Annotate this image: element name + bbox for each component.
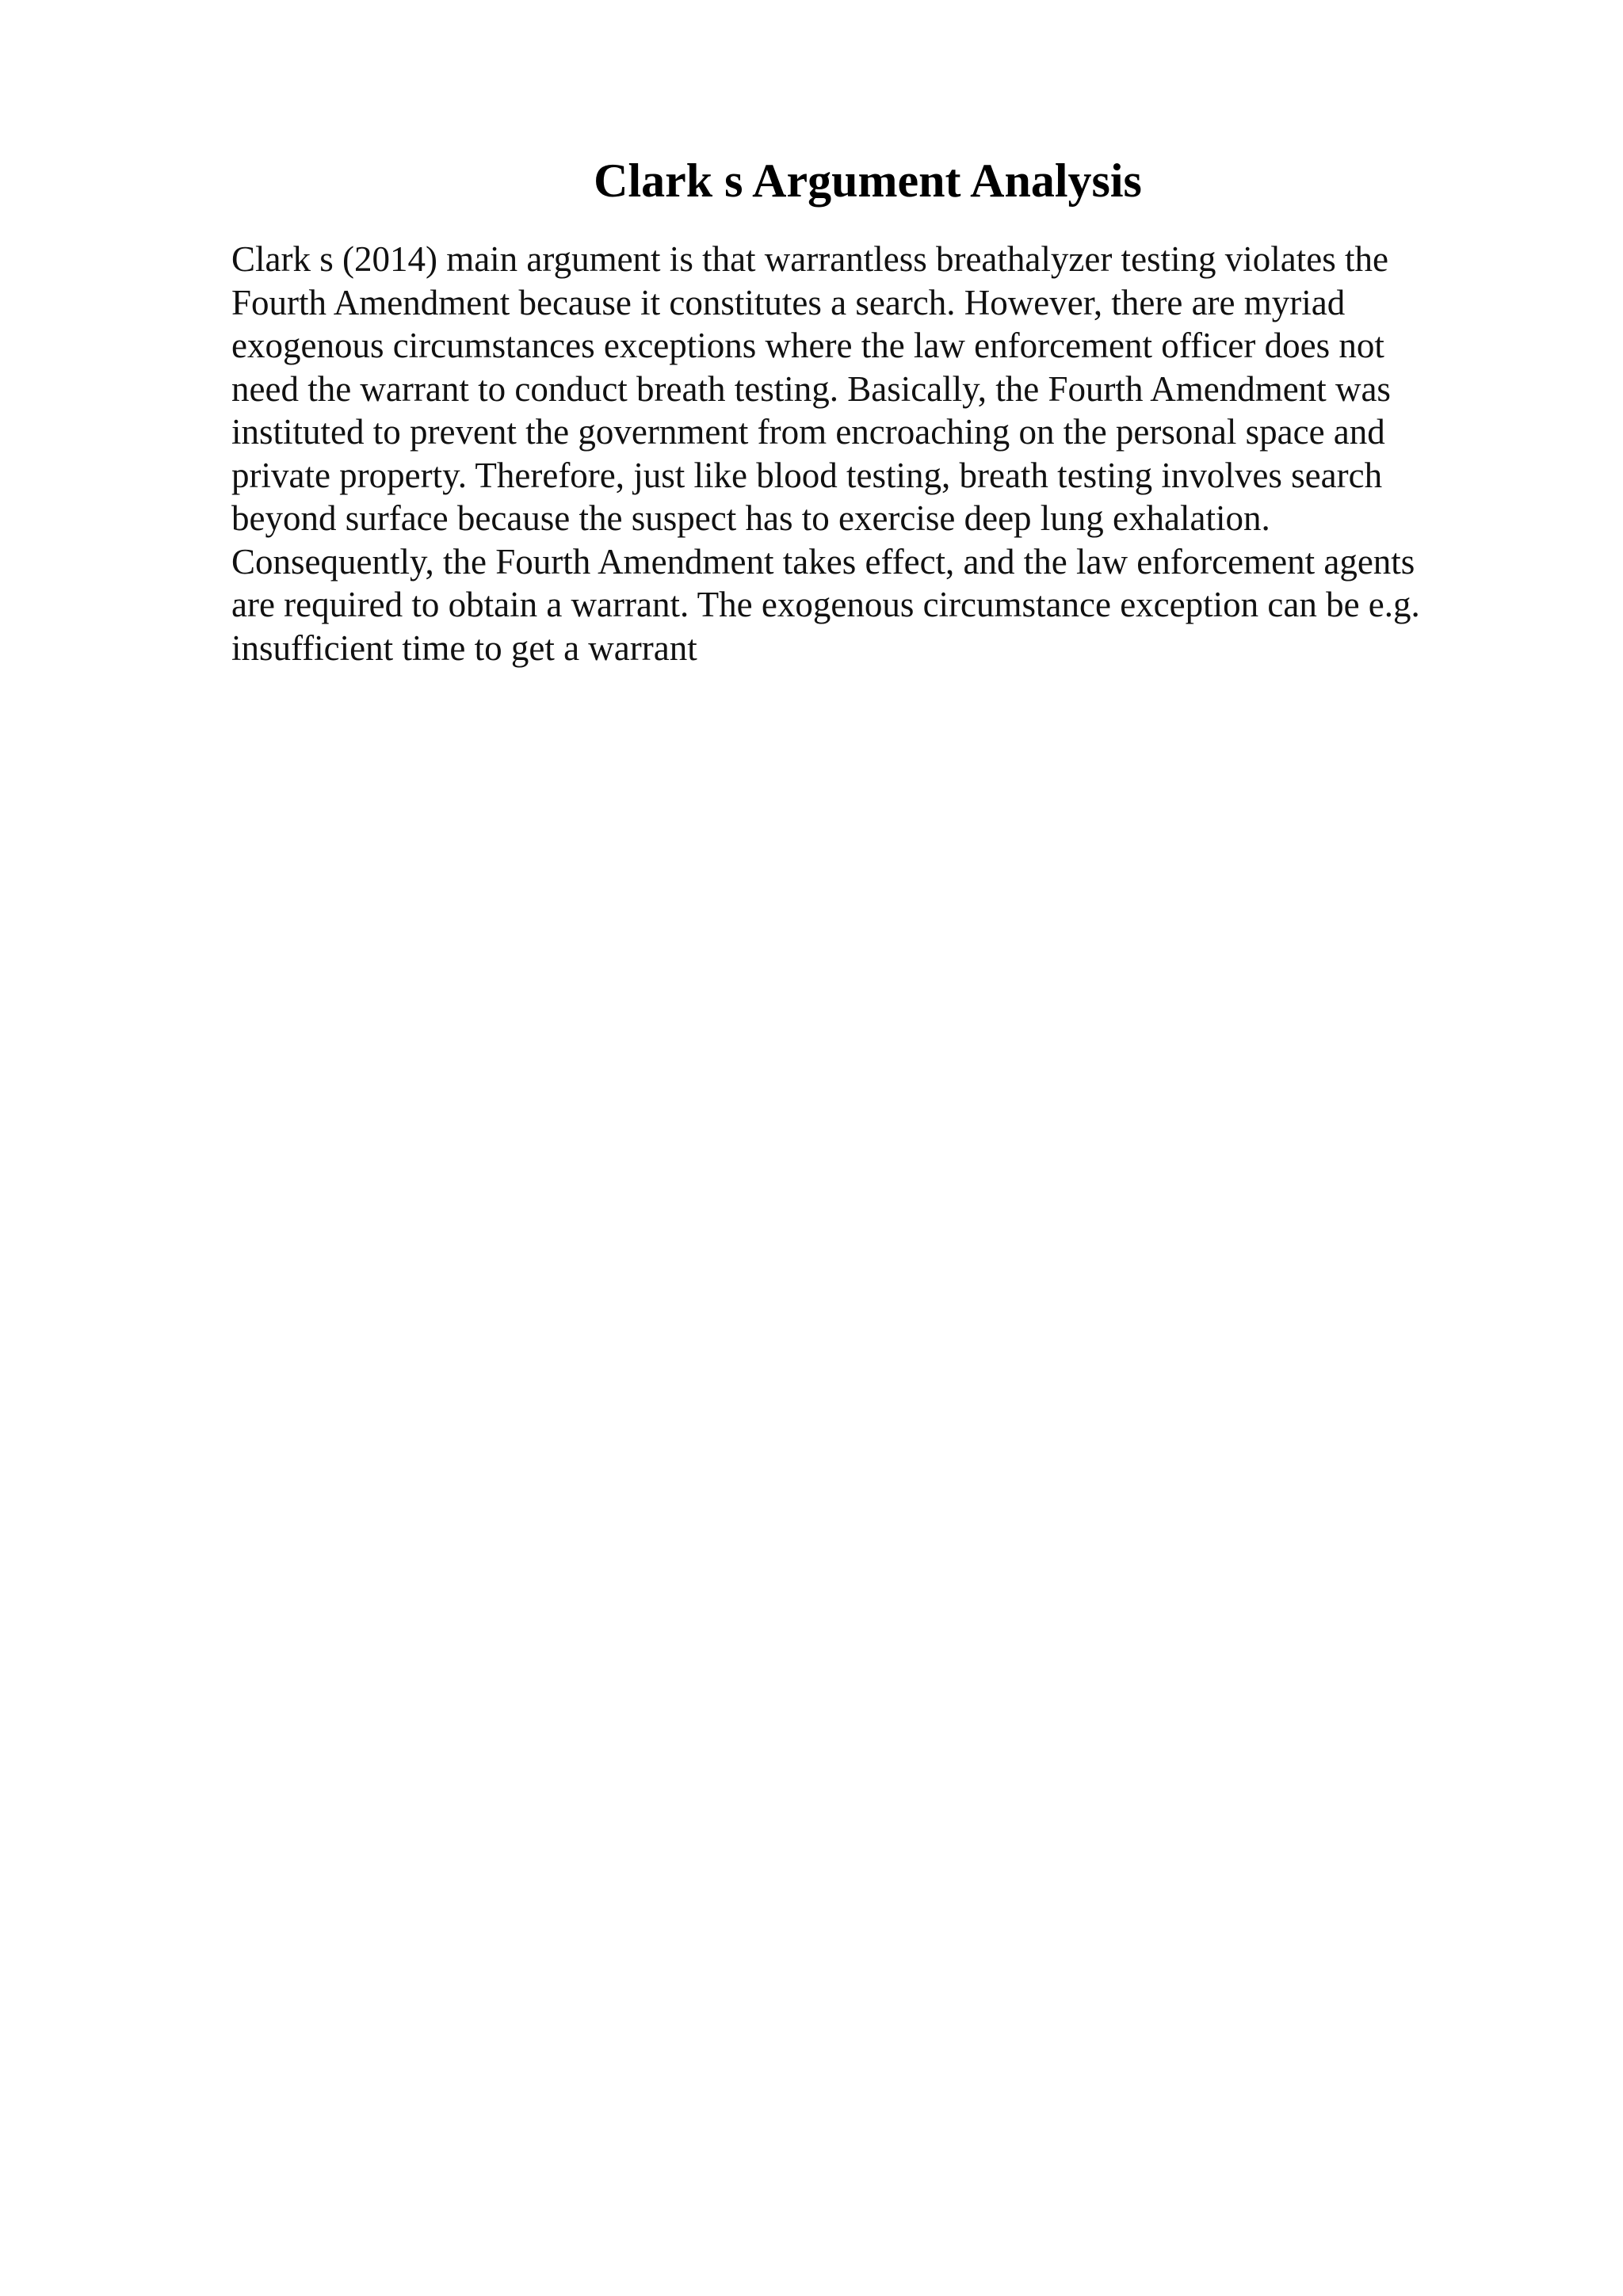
- paragraph-line: are required to obtain a warrant. The exogenous circumstance exception can be e.g.: [231, 585, 1420, 624]
- paragraph-line: need the warrant to conduct breath testing. Basically, the Fourth Amendment was: [231, 368, 1391, 409]
- document-title: Clark s Argument Analysis: [594, 154, 1142, 207]
- paragraph-line: Consequently, the Fourth Amendment takes effect, and the law enforcement agents: [231, 541, 1415, 582]
- paragraph-line: Fourth Amendment because it constitutes a search. However, there are myriad: [231, 282, 1346, 322]
- paragraph-line: insufficient time to get a warrant: [231, 627, 697, 668]
- paragraph-line: exogenous circumstances exceptions where the law enforcement officer does not: [231, 326, 1384, 365]
- paragraph-line: instituted to prevent the government from encroaching on the personal space and: [231, 412, 1385, 452]
- paragraph-line: Clark s (2014) main argument is that warrantless breathalyzer testing violates the: [231, 239, 1388, 279]
- body-paragraph: [231, 238, 1499, 669]
- paragraph-line: private property. Therefore, just like blood testing, breath testing involves search: [231, 455, 1383, 495]
- paragraph-line: beyond surface because the suspect has to exercise deep lung exhalation.: [231, 498, 1270, 538]
